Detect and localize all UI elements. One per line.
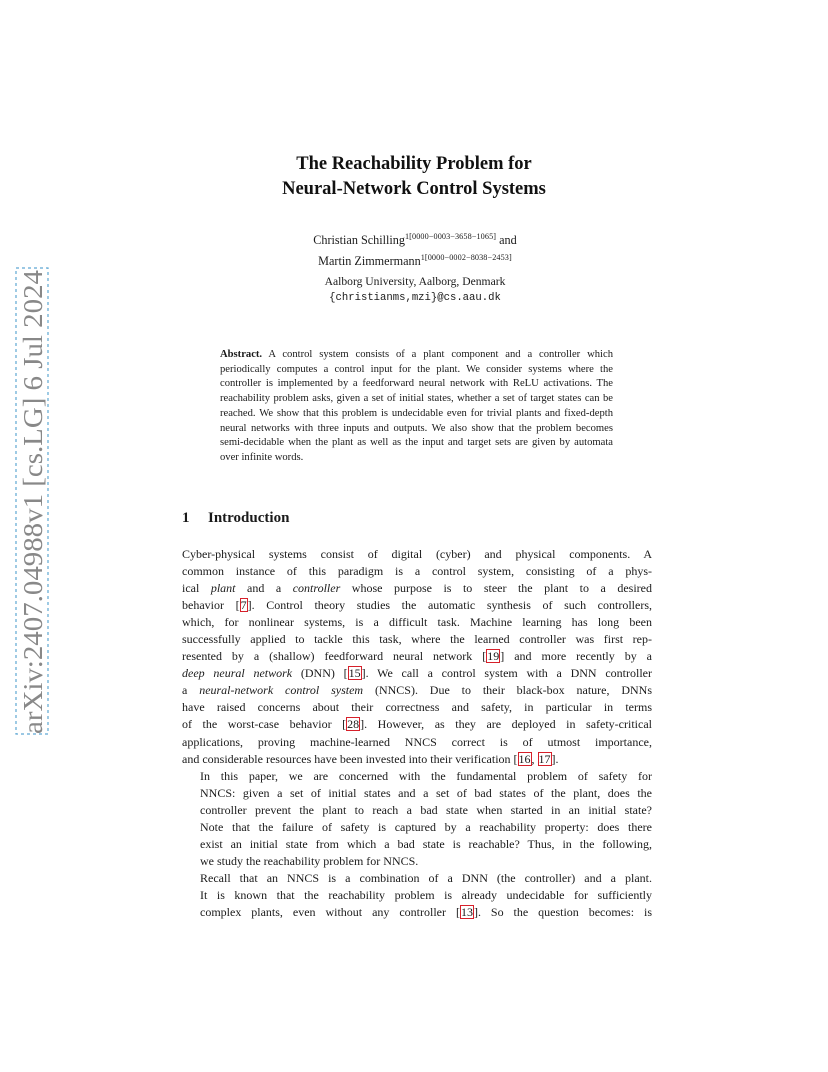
text-line: we study the reachability problem for NNCS. — [200, 853, 419, 868]
text-line: deep neural network (DNN) [15]. We call a control system with a DNN controller — [182, 666, 652, 681]
text-line: which, for nonlinear systems, is a difficult task. Machine learning has long been — [182, 615, 652, 630]
text-line: Recall that an NNCS is a combination of a DNN (the controller) and a plant. — [200, 870, 652, 885]
abstract-text: A control system consists of a plant component and a controller which periodically computes a control input for the plant. We consider systems where the controller is implemented by a feedforward neural network with ReLU activations. The reachability problem asks, given a set of initial states, whether a set of target states can be reached. We show that this problem is undecidable even for trivial plants and fixed-depth neural networks with three inputs and outputs. We also show that the problem becomes semi-decidable when the plant as well as the input and target sets are given by automata over infinite words. — [220, 349, 613, 463]
section-number: 1 — [182, 510, 190, 526]
text-line: complex plants, even without any controller [13]. So the question becomes: is — [200, 904, 652, 919]
citation-link[interactable]: 15 — [348, 666, 361, 681]
text-line: controller prevent the plant to reach a bad state when started in an initial state? — [200, 802, 652, 817]
text-line: ical plant and a controller whose purpose is to steer the plant to a desired — [182, 581, 652, 596]
paragraph — [182, 546, 652, 768]
text-line: Note that the failure of safety is captured by a reachability property: does there — [200, 819, 652, 834]
author-email: {christianms,mzi}@cs.aau.dk — [329, 292, 501, 304]
citation-link[interactable]: 28 — [347, 717, 360, 732]
emphasis: controller — [292, 581, 341, 596]
paper-title — [160, 152, 668, 202]
emphasis: neural-network control system — [199, 683, 364, 698]
text-line: NNCS: given a set of initial states and a set of bad states of the plant, does the — [200, 785, 652, 800]
text-line: and considerable resources have been invested into their verification [16, 17]. — [182, 751, 559, 766]
citation-link[interactable]: 17 — [538, 751, 551, 766]
citation-link[interactable]: 13 — [460, 904, 473, 919]
text-line: behavior [7]. Control theory studies the automatic synthesis of such controllers, — [182, 598, 652, 613]
citation-link[interactable]: 19 — [487, 649, 500, 664]
text-line: resented by a (shallow) feedforward neural network [19] and more recently by a — [182, 649, 652, 664]
emphasis: deep neural network — [182, 666, 293, 681]
text-line: successfully applied to tackle this task, where the learned controller was first rep- — [182, 632, 652, 647]
author-conjunction: and — [496, 233, 517, 247]
text-line: exist an initial state from which a bad state is reachable? Thus, in the following, — [200, 836, 652, 851]
orcid-sup: 1[0000−0002−8038−2453] — [420, 253, 512, 262]
affiliation — [230, 274, 600, 306]
author-name: Christian Schilling — [313, 233, 405, 247]
author-name: Martin Zimmermann — [318, 254, 421, 268]
orcid-sup: 1[0000−0003−3658−1065] — [404, 232, 497, 241]
title-line-1: The Reachability Problem for — [296, 154, 532, 174]
text-line: of the worst-case behavior [28]. However, as they are deployed in safety-critical — [182, 717, 652, 732]
paragraph — [182, 768, 652, 870]
citation-link[interactable]: 16 — [518, 751, 531, 766]
abstract — [220, 348, 613, 466]
citation-link[interactable]: 7 — [240, 598, 247, 613]
text-line: common instance of this paradigm is a control system, consisting of a phys- — [182, 564, 652, 579]
section-title: Introduction — [208, 510, 290, 526]
text-line: applications, proving machine-learned NNCS correct is of utmost importance, — [182, 734, 652, 749]
arxiv-stamp-text: arXiv:2407.04988v1 [cs.LG] 6 Jul 2024 — [17, 292, 48, 734]
text-line: In this paper, we are concerned with the fundamental problem of safety for — [200, 768, 652, 783]
body-text — [182, 546, 652, 921]
institution: Aalborg University, Aalborg, Denmark — [324, 275, 506, 288]
text-line: have raised concerns about their correctness and safety, in particular in terms — [182, 700, 652, 715]
arxiv-identifier-stamp[interactable] — [4, 266, 54, 736]
emphasis: plant — [210, 581, 236, 596]
section-heading — [182, 508, 652, 528]
paragraph — [182, 870, 652, 921]
text-line: Cyber-physical systems consist of digital (cyber) and physical components. A — [182, 547, 652, 561]
abstract-label: Abstract. — [220, 349, 263, 360]
text-line: a neural-network control system (NNCS). Due to their black-box nature, DNNs — [182, 683, 653, 698]
text-line: It is known that the reachability problem is already undecidable for sufficiently — [200, 887, 652, 902]
title-line-2: Neural-Network Control Systems — [282, 179, 546, 199]
author-list — [230, 228, 600, 270]
